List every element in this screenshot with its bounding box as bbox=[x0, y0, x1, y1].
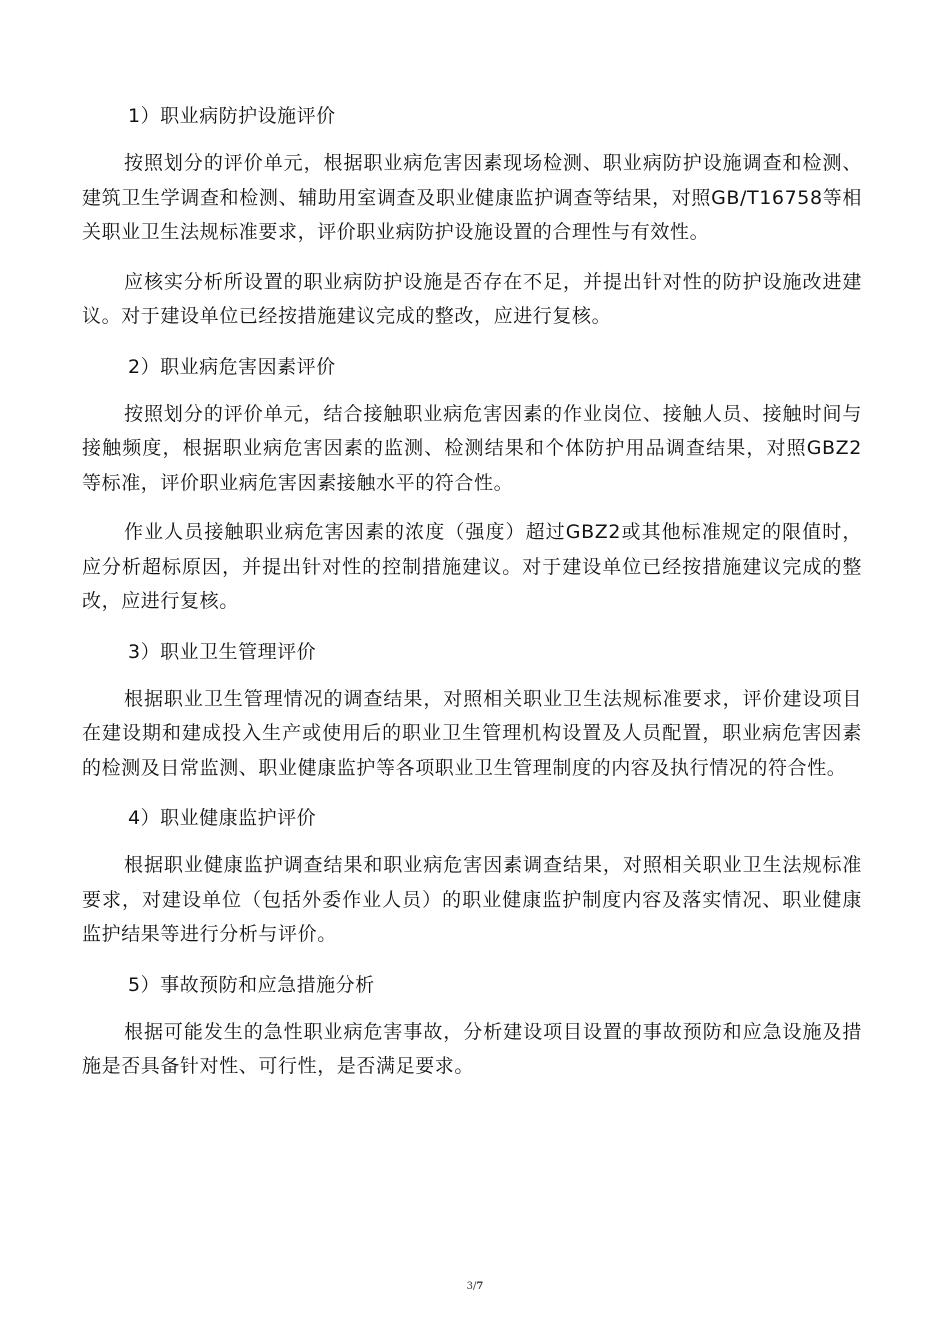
document-body bbox=[82, 98, 862, 1099]
paragraph: 作业人员接触职业病危害因素的浓度（强度）超过GBZ2或其他标准规定的限值时，应分析超标原因，并提出针对性的控制措施建议。对于建设单位已经按措施建议完成的整改，应进行复核。 bbox=[82, 521, 862, 612]
section-heading: 5）事故预防和应急措施分析 bbox=[128, 973, 375, 996]
current-page: 3/ bbox=[466, 1281, 477, 1292]
paragraph: 根据可能发生的急性职业病危害事故，分析建设项目设置的事故预防和应急设施及措施是否具备针对性、可行性，是否满足要求。 bbox=[82, 1020, 862, 1077]
paragraph: 应核实分析所设置的职业病防护设施是否存在不足，并提出针对性的防护设施改进建议。对于建设单位已经按措施建议完成的整改，应进行复核。 bbox=[82, 270, 862, 327]
paragraph: 根据职业健康监护调查结果和职业病危害因素调查结果，对照相关职业卫生法规标准要求，对建设单位（包括外委作业人员）的职业健康监护制度内容及落实情况、职业健康监护结果等进行分析与评价。 bbox=[82, 854, 862, 945]
section-1 bbox=[82, 98, 862, 334]
section-4 bbox=[82, 800, 862, 952]
section-heading: 2）职业病危害因素评价 bbox=[128, 355, 336, 378]
total-pages: 7 bbox=[476, 1281, 484, 1292]
section-5 bbox=[82, 967, 862, 1084]
paragraph: 按照划分的评价单元，根据职业病危害因素现场检测、职业病防护设施调查和检测、建筑卫生学调查和检测、辅助用室调查及职业健康监护调查等结果，对照GB/T16758等相关职业卫生法规标准要求，评价职业病防护设施设置的合理性与有效性。 bbox=[82, 152, 862, 243]
paragraph: 根据职业卫生管理情况的调查结果，对照相关职业卫生法规标准要求，评价建设项目在建设期和建成投入生产或使用后的职业卫生管理机构设置及人员配置，职业病危害因素的检测及日常监测、职业健康监护等各项职业卫生管理制度的内容及执行情况的符合性。 bbox=[82, 687, 862, 779]
section-heading: 3）职业卫生管理评价 bbox=[128, 640, 317, 663]
section-3 bbox=[82, 634, 862, 786]
section-heading: 4）职业健康监护评价 bbox=[128, 807, 317, 829]
page-number bbox=[0, 1281, 950, 1292]
section-2 bbox=[82, 349, 862, 619]
paragraph: 按照划分的评价单元，结合接触职业病危害因素的作业岗位、接触人员、接触时间与接触频度，根据职业病危害因素的监测、检测结果和个体防护用品调查结果，对照GBZ2等标准，评价职业病危害因素接触水平的符合性。 bbox=[82, 402, 862, 494]
section-heading: 1）职业病防护设施评价 bbox=[128, 105, 336, 127]
